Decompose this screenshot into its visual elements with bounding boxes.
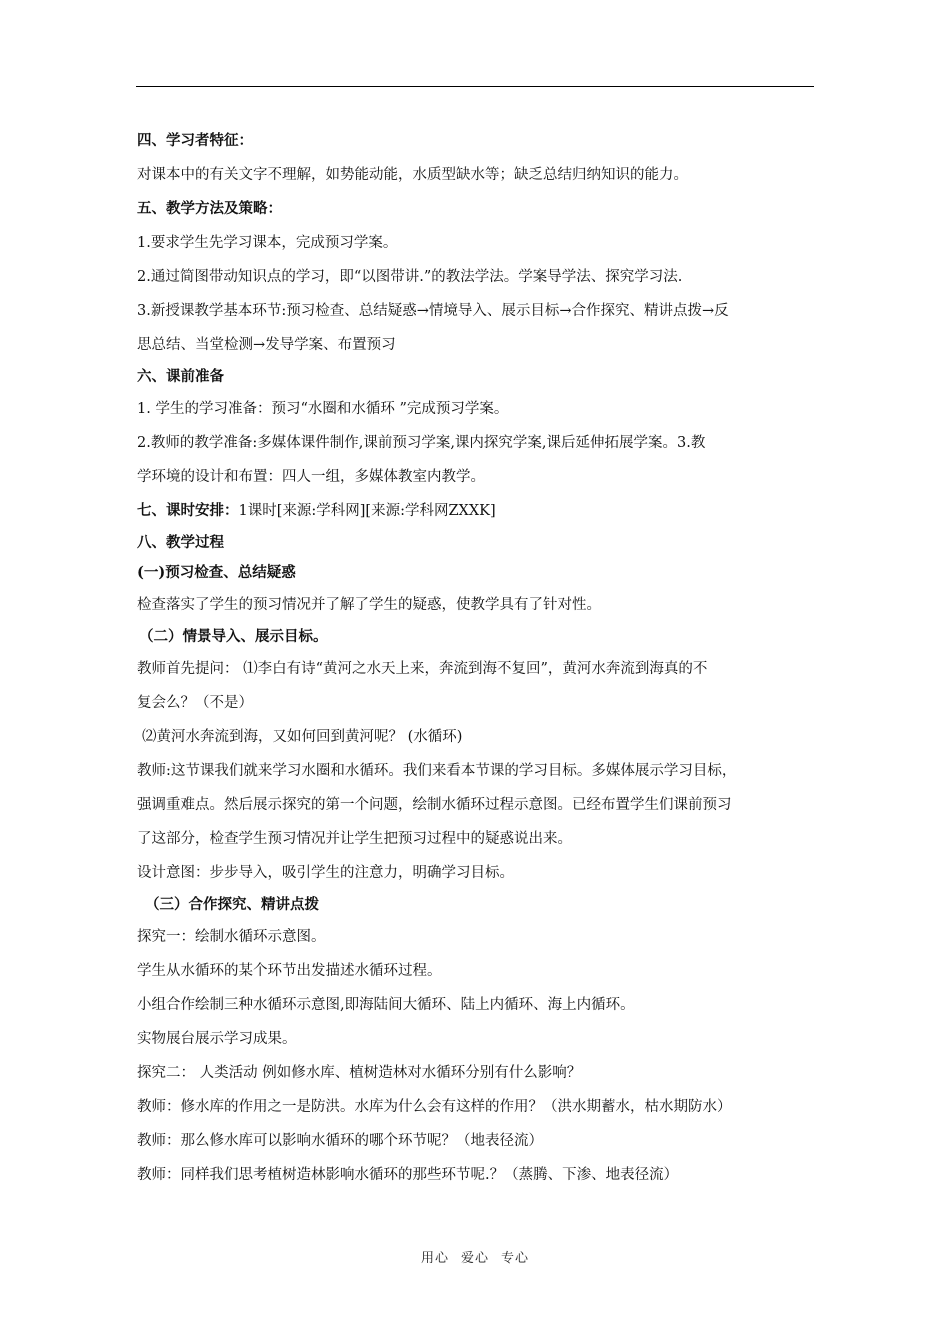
footer-word: 专心: [501, 1251, 530, 1266]
paragraph: 2.教师的教学准备:多媒体课件制作,课前预习学案,课内探究学案,课后延伸拓展学案。3.教: [137, 435, 706, 451]
page-footer: [0, 1247, 950, 1266]
paragraph: 强调重难点。然后展示探究的第一个问题，绘制水循环过程示意图。已经布置学生们课前预习: [137, 797, 732, 813]
section-heading: 四、学习者特征：: [137, 132, 253, 149]
paragraph: 教师：修水库的作用之一是防洪。水库为什么会有这样的作用？（洪水期蓄水，枯水期防水）: [137, 1099, 732, 1115]
paragraph: 复会么？（不是）: [137, 695, 253, 711]
subsection-heading: （二）情景导入、展示目标。: [139, 628, 328, 645]
paragraph: 检查落实了学生的预习情况并了解了学生的疑惑，使教学具有了针对性。: [137, 597, 601, 613]
paragraph: 1.要求学生先学习课本，完成预习学案。: [137, 235, 398, 251]
paragraph: ⑵黄河水奔流到海，又如何回到黄河呢？ (水循环): [142, 729, 463, 745]
section-heading: 五、教学方法及策略：: [137, 200, 282, 217]
header-rule: [136, 86, 814, 87]
paragraph: [137, 494, 817, 528]
paragraph: 实物展台展示学习成果。: [137, 1031, 297, 1047]
paragraph: 探究一：绘制水循环示意图。: [137, 929, 326, 945]
paragraph: 教师：同样我们思考植树造林影响水循环的那些环节呢.？（蒸腾、下渗、地表径流）: [137, 1167, 679, 1183]
paragraph: 1. 学生的学习准备：预习“水圈和水循环 ”完成预习学案。: [137, 401, 509, 417]
subsection-heading: (一)预习检查、总结疑惑: [137, 564, 296, 581]
section-heading: 八、教学过程: [137, 534, 224, 551]
class-hours-text: 1课时[来源:学科网][来源:学科网ZXXK]: [238, 503, 496, 519]
document-body: [137, 124, 817, 1192]
subsection-heading: （三）合作探究、精讲点拨: [145, 896, 319, 913]
paragraph: 思总结、当堂检测→发导学案、布置预习: [137, 337, 396, 353]
paragraph: 设计意图：步步导入，吸引学生的注意力，明确学习目标。: [137, 865, 514, 881]
paragraph: 小组合作绘制三种水循环示意图,即海陆间大循环、陆上内循环、海上内循环。: [137, 997, 635, 1013]
footer-word: 用心: [420, 1251, 449, 1266]
paragraph: 学生从水循环的某个环节出发描述水循环过程。: [137, 963, 442, 979]
paragraph: 2.通过简图带动知识点的学习，即“以图带讲.”的教法学法。学案导学法、探究学习法.: [137, 269, 683, 285]
section-heading: 七、课时安排：: [137, 502, 239, 519]
paragraph: 了这部分，检查学生预习情况并让学生把预习过程中的疑惑说出来。: [137, 831, 572, 847]
footer-word: 爱心: [460, 1251, 489, 1266]
paragraph: 3.新授课教学基本环节:预习检查、总结疑惑→情境导入、展示目标→合作探究、精讲点拨→反: [137, 303, 729, 319]
paragraph: 教师首先提问： ⑴李白有诗“黄河之水天上来，奔流到海不复回”，黄河水奔流到海真的不: [137, 661, 708, 677]
paragraph: 对课本中的有关文字不理解，如势能动能，水质型缺水等；缺乏总结归纳知识的能力。: [137, 167, 688, 183]
paragraph: 探究二： 人类活动 例如修水库、植树造林对水循环分别有什么影响？: [137, 1065, 582, 1081]
paragraph: 教师:这节课我们就来学习水圈和水循环。我们来看本节课的学习目标。多媒体展示学习目标，: [137, 763, 737, 779]
section-heading: 六、课前准备: [137, 368, 224, 385]
paragraph: 学环境的设计和布置：四人一组，多媒体教室内教学。: [137, 469, 485, 485]
paragraph: 教师：那么修水库可以影响水循环的哪个环节呢？（地表径流）: [137, 1133, 543, 1149]
